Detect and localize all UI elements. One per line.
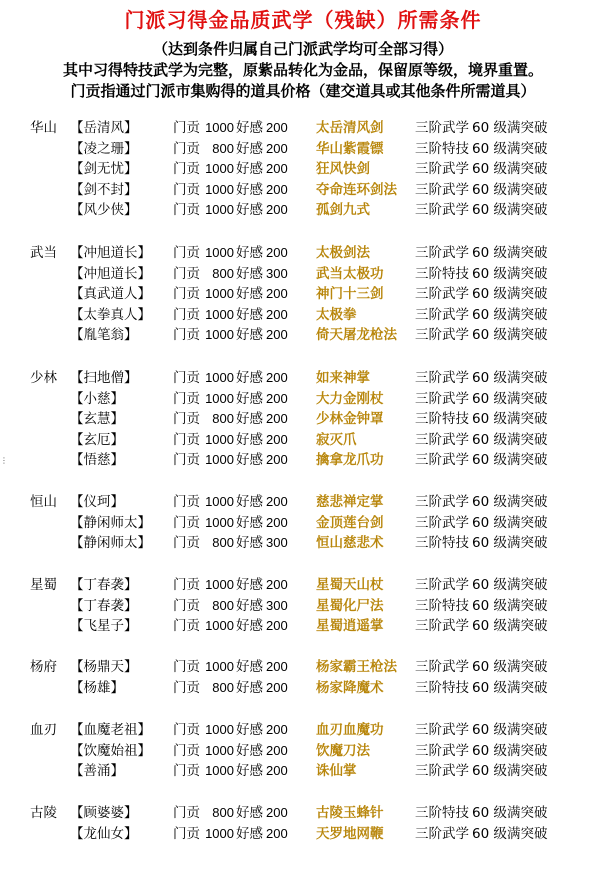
npc-name: 【玄慧】: [70, 411, 124, 428]
skill-name: 金顶莲台剑: [316, 514, 384, 531]
hao-value: 200: [266, 140, 288, 156]
sect-block: [0, 492, 606, 554]
gong-label: 门贡: [173, 452, 200, 469]
gong-label: 门贡: [173, 161, 200, 178]
skill-tier: 三阶武学: [415, 514, 469, 531]
sect-name: 武当: [30, 245, 57, 261]
npc-name: 【凌之珊】: [70, 140, 138, 157]
skill-tier: 三阶武学: [415, 181, 469, 198]
gong-label: 门贡: [173, 390, 200, 407]
gong-label: 门贡: [173, 140, 200, 157]
skill-name: 擒拿龙爪功: [316, 452, 384, 469]
hao-value: 200: [266, 161, 288, 177]
table-row: [0, 616, 606, 637]
hao-label: 好感: [236, 245, 263, 261]
hao-label: 好感: [236, 597, 263, 614]
skill-name: 杨家降魔术: [316, 679, 384, 696]
skill-name: 狂风快剑: [316, 161, 370, 178]
table-row: [0, 200, 606, 221]
level-requirement: 60 级满突破: [472, 245, 548, 261]
level-requirement: 60 级满突破: [472, 535, 548, 552]
skill-tier: 三阶特技: [415, 805, 469, 821]
sect-name: 恒山: [30, 494, 57, 510]
skill-name: 慈悲禅定掌: [316, 494, 384, 510]
level-requirement: 60 级满突破: [472, 494, 548, 510]
table-row: [0, 513, 606, 534]
gong-value: 1000: [205, 327, 234, 343]
gong-value: 1000: [205, 514, 234, 530]
skill-name: 倚天屠龙枪法: [316, 327, 397, 344]
hao-value: 200: [266, 763, 288, 779]
hao-value: 300: [266, 535, 288, 551]
hao-label: 好感: [236, 742, 263, 759]
hao-value: 200: [266, 452, 288, 468]
npc-name: 【静闲师太】: [70, 514, 151, 531]
hao-value: 200: [266, 181, 288, 197]
sect-name: 星蜀: [30, 577, 57, 593]
skill-tier: 三阶武学: [415, 452, 469, 469]
hao-label: 好感: [236, 763, 263, 780]
skill-name: 华山紫霞镖: [316, 140, 384, 157]
gong-label: 门贡: [173, 494, 200, 510]
table-row: [0, 596, 606, 617]
table-row: [0, 450, 606, 471]
sect-block: [0, 803, 606, 844]
table-row: [0, 284, 606, 305]
gong-label: 门贡: [173, 286, 200, 303]
table-row: [0, 575, 606, 596]
hao-label: 好感: [236, 659, 263, 675]
skill-tier: 三阶特技: [415, 535, 469, 552]
level-requirement: 60 级满突破: [472, 202, 548, 219]
skill-name: 诛仙掌: [316, 763, 357, 780]
npc-name: 【玄厄】: [70, 431, 124, 448]
subtitle-line-2: 其中习得特技武学为完整，原紫品转化为金品，保留原等级，境界重置。: [62, 61, 543, 79]
gong-value: 800: [212, 597, 234, 613]
skill-name: 饮魔刀法: [316, 742, 370, 759]
hao-label: 好感: [236, 825, 263, 842]
gong-value: 1000: [205, 618, 234, 634]
page-title: 门派习得金品质武学（残缺）所需条件: [124, 8, 482, 32]
hao-label: 好感: [236, 514, 263, 531]
gong-value: 1000: [205, 494, 234, 509]
table-row: [0, 533, 606, 554]
skill-tier: 三阶武学: [415, 577, 469, 593]
table-row: [0, 803, 606, 824]
skill-tier: 三阶武学: [415, 659, 469, 675]
sect-name: 少林: [30, 370, 57, 386]
npc-name: 【扫地僧】: [70, 370, 138, 386]
hao-label: 好感: [236, 411, 263, 428]
skill-name: 少林金钟罩: [316, 411, 384, 428]
skill-tier: 三阶特技: [415, 140, 469, 157]
level-requirement: 60 级满突破: [472, 161, 548, 178]
skill-tier: 三阶武学: [415, 722, 469, 738]
gong-value: 800: [212, 265, 234, 281]
gong-value: 800: [212, 535, 234, 551]
sect-block: [0, 118, 606, 221]
hao-label: 好感: [236, 181, 263, 198]
hao-label: 好感: [236, 140, 263, 157]
hao-value: 200: [266, 390, 288, 406]
hao-value: 200: [266, 202, 288, 218]
gong-value: 1000: [205, 181, 234, 197]
gong-value: 1000: [205, 431, 234, 447]
level-requirement: 60 级满突破: [472, 763, 548, 780]
hao-value: 200: [266, 306, 288, 322]
skill-name: 如来神掌: [316, 370, 370, 386]
gong-label: 门贡: [173, 431, 200, 448]
level-requirement: 60 级满突破: [472, 390, 548, 407]
table-row: [0, 325, 606, 346]
gong-label: 门贡: [173, 825, 200, 842]
table-row: [0, 368, 606, 389]
skill-tier: 三阶武学: [415, 370, 469, 386]
level-requirement: 60 级满突破: [472, 618, 548, 635]
gong-label: 门贡: [173, 577, 200, 593]
gong-value: 1000: [205, 120, 234, 135]
gong-label: 门贡: [173, 805, 200, 821]
npc-name: 【胤笔翁】: [70, 327, 138, 344]
skill-tier: 三阶武学: [415, 327, 469, 344]
hao-label: 好感: [236, 494, 263, 510]
level-requirement: 60 级满突破: [472, 514, 548, 531]
gong-value: 1000: [205, 245, 234, 260]
table-row: [0, 720, 606, 741]
gong-value: 1000: [205, 161, 234, 177]
skill-tier: 三阶特技: [415, 411, 469, 428]
hao-label: 好感: [236, 722, 263, 738]
skill-tier: 三阶武学: [415, 390, 469, 407]
skill-name: 武当太极功: [316, 265, 384, 282]
gong-value: 800: [212, 411, 234, 427]
npc-name: 【冲旭道长】: [70, 245, 151, 261]
table-row: [0, 159, 606, 180]
sect-block: [0, 243, 606, 346]
hao-label: 好感: [236, 202, 263, 219]
skill-tier: 三阶武学: [415, 431, 469, 448]
skill-name: 太极剑法: [316, 245, 370, 261]
skill-tier: 三阶武学: [415, 825, 469, 842]
gong-value: 1000: [205, 577, 234, 592]
npc-name: 【杨雄】: [70, 679, 124, 696]
skill-name: 星蜀化尸法: [316, 597, 384, 614]
gong-value: 1000: [205, 659, 234, 674]
hao-label: 好感: [236, 327, 263, 344]
level-requirement: 60 级满突破: [472, 452, 548, 469]
table-row: [0, 389, 606, 410]
skill-tier: 三阶武学: [415, 618, 469, 635]
npc-name: 【血魔老祖】: [70, 722, 151, 738]
npc-name: 【静闲师太】: [70, 535, 151, 552]
table-row: [0, 741, 606, 762]
skill-tier: 三阶武学: [415, 494, 469, 510]
hao-value: 200: [266, 722, 288, 737]
npc-name: 【冲旭道长】: [70, 265, 151, 282]
hao-value: 200: [266, 618, 288, 634]
npc-name: 【丁春袭】: [70, 577, 138, 593]
skill-tier: 三阶武学: [415, 245, 469, 261]
sect-name: 血刃: [30, 722, 57, 738]
npc-name: 【悟慈】: [70, 452, 124, 469]
gong-value: 1000: [205, 202, 234, 218]
hao-value: 200: [266, 514, 288, 530]
table-row: [0, 761, 606, 782]
level-requirement: 60 级满突破: [472, 577, 548, 593]
skill-tier: 三阶武学: [415, 161, 469, 178]
npc-name: 【剑不封】: [70, 181, 138, 198]
skill-name: 星蜀逍遥掌: [316, 618, 384, 635]
level-requirement: 60 级满突破: [472, 327, 548, 344]
hao-label: 好感: [236, 161, 263, 178]
hao-value: 200: [266, 120, 288, 135]
hao-value: 200: [266, 577, 288, 592]
hao-value: 200: [266, 411, 288, 427]
hao-label: 好感: [236, 805, 263, 821]
level-requirement: 60 级满突破: [472, 120, 548, 136]
gong-value: 1000: [205, 306, 234, 322]
npc-name: 【岳清风】: [70, 120, 138, 136]
hao-value: 200: [266, 825, 288, 841]
skill-name: 星蜀天山杖: [316, 577, 384, 593]
npc-name: 【杨鼎天】: [70, 659, 138, 675]
gong-label: 门贡: [173, 535, 200, 552]
gong-value: 1000: [205, 742, 234, 758]
npc-name: 【丁春袭】: [70, 597, 138, 614]
level-requirement: 60 级满突破: [472, 181, 548, 198]
skill-name: 大力金刚杖: [316, 390, 384, 407]
skill-tier: 三阶武学: [415, 763, 469, 780]
sect-name: 华山: [30, 120, 57, 136]
table-row: [0, 180, 606, 201]
skill-name: 神门十三剑: [316, 286, 384, 303]
level-requirement: 60 级满突破: [472, 265, 548, 282]
table-row: [0, 492, 606, 513]
table-row: [0, 305, 606, 326]
skill-tier: 三阶特技: [415, 679, 469, 696]
skill-name: 太岳清风剑: [316, 120, 384, 136]
npc-name: 【善涌】: [70, 763, 124, 780]
hao-label: 好感: [236, 265, 263, 282]
hao-label: 好感: [236, 370, 263, 386]
skill-name: 血刃血魔功: [316, 722, 384, 738]
level-requirement: 60 级满突破: [472, 805, 548, 821]
skill-tier: 三阶武学: [415, 742, 469, 759]
hao-value: 300: [266, 265, 288, 281]
table-row: [0, 139, 606, 160]
gong-value: 1000: [205, 370, 234, 385]
skill-tier: 三阶武学: [415, 306, 469, 323]
gong-value: 1000: [205, 722, 234, 737]
sect-block: [0, 368, 606, 471]
npc-name: 【龙仙女】: [70, 825, 138, 842]
table-row: [0, 264, 606, 285]
hao-label: 好感: [236, 431, 263, 448]
level-requirement: 60 级满突破: [472, 742, 548, 759]
gong-label: 门贡: [173, 763, 200, 780]
npc-name: 【饮魔始祖】: [70, 742, 151, 759]
gong-value: 1000: [205, 452, 234, 468]
hao-label: 好感: [236, 679, 263, 696]
npc-name: 【剑无忧】: [70, 161, 138, 178]
skill-tier: 三阶武学: [415, 202, 469, 219]
level-requirement: 60 级满突破: [472, 825, 548, 842]
sect-block: [0, 657, 606, 698]
hao-value: 200: [266, 494, 288, 509]
npc-name: 【真武道人】: [70, 286, 151, 303]
gong-label: 门贡: [173, 722, 200, 738]
subtitle-line-3: 门贡指通过门派市集购得的道具价格（建交道具或其他条件所需道具）: [70, 82, 536, 100]
skill-name: 太极拳: [316, 306, 357, 323]
level-requirement: 60 级满突破: [472, 722, 548, 738]
hao-value: 200: [266, 659, 288, 674]
hao-value: 200: [266, 370, 288, 385]
npc-name: 【仪珂】: [70, 494, 124, 510]
table-row: [0, 430, 606, 451]
sect-block: [0, 575, 606, 637]
gong-label: 门贡: [173, 327, 200, 344]
skill-name: 恒山慈悲术: [316, 535, 384, 552]
skill-tier: 三阶特技: [415, 597, 469, 614]
gong-label: 门贡: [173, 181, 200, 198]
level-requirement: 60 级满突破: [472, 286, 548, 303]
skill-name: 寂灭爪: [316, 431, 357, 448]
hao-value: 200: [266, 327, 288, 343]
level-requirement: 60 级满突破: [472, 431, 548, 448]
level-requirement: 60 级满突破: [472, 597, 548, 614]
level-requirement: 60 级满突破: [472, 411, 548, 428]
hao-label: 好感: [236, 535, 263, 552]
hao-label: 好感: [236, 618, 263, 635]
hao-value: 200: [266, 805, 288, 820]
hao-label: 好感: [236, 120, 263, 136]
hao-label: 好感: [236, 452, 263, 469]
gong-label: 门贡: [173, 679, 200, 696]
npc-name: 【飞星子】: [70, 618, 138, 635]
skill-tier: 三阶武学: [415, 286, 469, 303]
gong-label: 门贡: [173, 370, 200, 386]
table-row: [0, 409, 606, 430]
gong-label: 门贡: [173, 618, 200, 635]
gong-value: 1000: [205, 286, 234, 302]
gong-value: 800: [212, 679, 234, 695]
gong-label: 门贡: [173, 120, 200, 136]
npc-name: 【风少侠】: [70, 202, 138, 219]
level-requirement: 60 级满突破: [472, 370, 548, 386]
hao-label: 好感: [236, 306, 263, 323]
hao-label: 好感: [236, 286, 263, 303]
gong-label: 门贡: [173, 245, 200, 261]
level-requirement: 60 级满突破: [472, 679, 548, 696]
gong-label: 门贡: [173, 597, 200, 614]
hao-value: 300: [266, 597, 288, 613]
gong-value: 800: [212, 140, 234, 156]
sect-name: 古陵: [30, 805, 57, 821]
table-row: [0, 118, 606, 139]
skill-tier: 三阶武学: [415, 120, 469, 136]
gong-value: 1000: [205, 763, 234, 779]
level-requirement: 60 级满突破: [472, 659, 548, 675]
hao-label: 好感: [236, 390, 263, 407]
level-requirement: 60 级满突破: [472, 140, 548, 157]
hao-value: 200: [266, 245, 288, 260]
hao-label: 好感: [236, 577, 263, 593]
skill-name: 孤剑九式: [316, 202, 370, 219]
table-row: [0, 657, 606, 678]
skill-tier: 三阶特技: [415, 265, 469, 282]
gong-value: 800: [212, 805, 234, 820]
gong-value: 1000: [205, 390, 234, 406]
gong-label: 门贡: [173, 659, 200, 675]
gong-label: 门贡: [173, 265, 200, 282]
table-row: [0, 243, 606, 264]
skill-name: 古陵玉蜂针: [316, 805, 384, 821]
table-row: [0, 678, 606, 699]
npc-name: 【小慈】: [70, 390, 124, 407]
sect-name: 杨府: [30, 659, 57, 675]
gong-label: 门贡: [173, 202, 200, 219]
table-row: [0, 824, 606, 845]
skill-name: 杨家霸王枪法: [316, 659, 397, 675]
npc-name: 【顾婆婆】: [70, 805, 138, 821]
subtitle-line-1: （达到条件归属自己门派武学均可全部习得）: [152, 40, 453, 58]
hao-value: 200: [266, 431, 288, 447]
sect-block: [0, 720, 606, 782]
edge-mark: ⋮: [0, 456, 8, 465]
gong-value: 1000: [205, 825, 234, 841]
gong-label: 门贡: [173, 306, 200, 323]
skill-name: 天罗地网鞭: [316, 825, 384, 842]
gong-label: 门贡: [173, 514, 200, 531]
level-requirement: 60 级满突破: [472, 306, 548, 323]
hao-value: 200: [266, 286, 288, 302]
npc-name: 【太拳真人】: [70, 306, 151, 323]
gong-label: 门贡: [173, 411, 200, 428]
skill-name: 夺命连环剑法: [316, 181, 397, 198]
hao-value: 200: [266, 742, 288, 758]
gong-label: 门贡: [173, 742, 200, 759]
hao-value: 200: [266, 679, 288, 695]
